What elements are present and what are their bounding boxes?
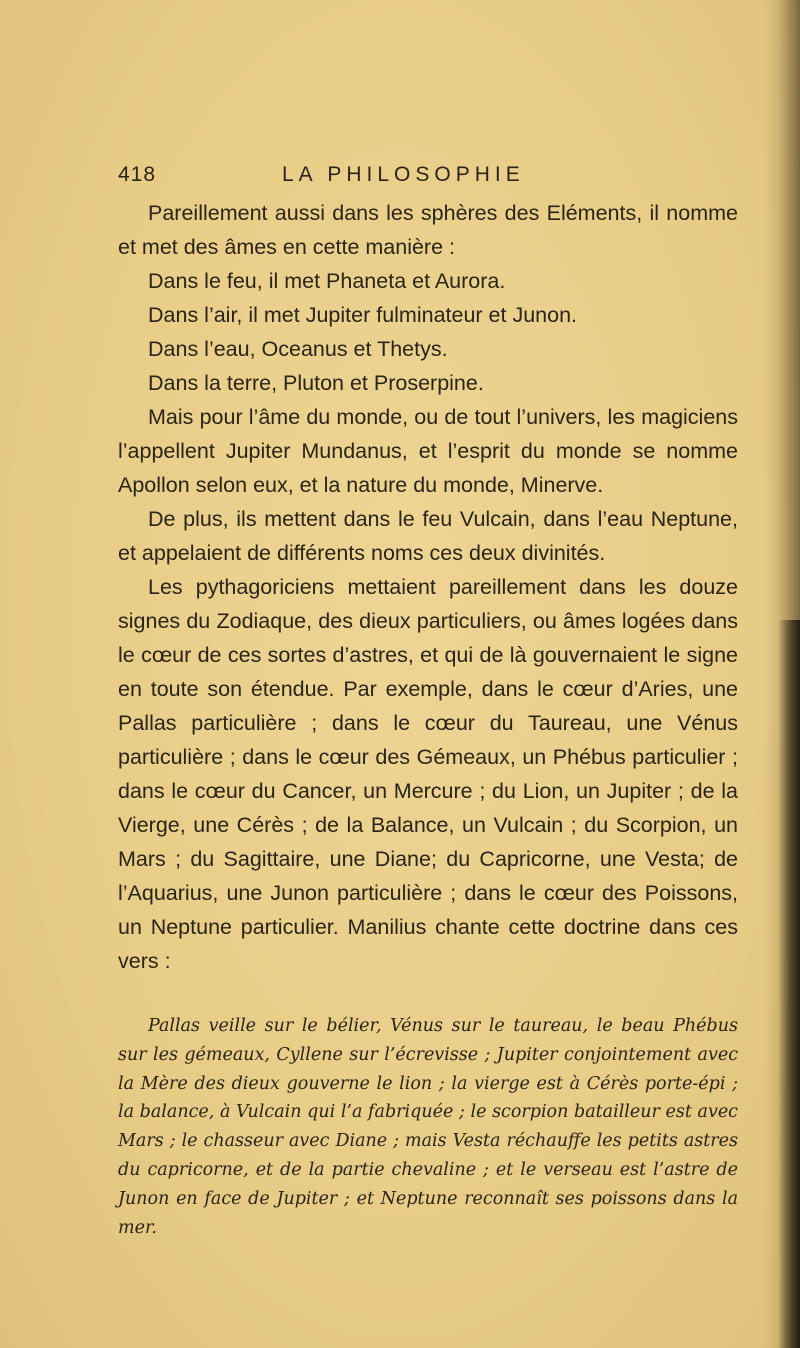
verse-quotation: Pallas veille sur le bélier, Vénus sur le taureau, le beau Phébus sur les gémeaux, Cyllene sur l’écrevisse ; Jupiter conjointement avec la Mère des dieux gouverne le lion ; la vierge est à Cérès porte-épi ; la balance, à Vulcain qui l’a fabriquée ; le scorpion batailleur est avec Mars ; le chasseur avec Diane ; mais Vesta réchauffe les petits astres du capricorne, et de la partie chevaline ; et le verseau est l’astre de Junon en face de Jupiter ; et Neptune reconnaît ses poissons dans la mer. (118, 1016, 738, 1238)
paragraph: Dans la terre, Pluton et Proserpine. (148, 371, 484, 395)
paragraph: Les pythagoriciens mettaient pareillement dans les douze signes du Zodiaque, des dieux particuliers, ou âmes logées dans le cœur de ces sortes d’astres, et qui de là gouvernaient le signe en toute son étendue. Par exemple, dans le cœur d’Aries, une Pallas particulière ; dans le cœur du Taureau, une Vénus particulière ; dans le cœur des Gémeaux, un Phébus particulier ; dans le cœur du Cancer, un Mercure ; du Lion, un Jupiter ; de la Vierge, une Cérès ; de la Balance, un Vulcain ; du Scorpion, un Mars ; du Sagittaire, une Diane; du Capricorne, une Vesta; de l’Aquarius, une Junon particulière ; dans le cœur des Poissons, un Neptune particulier. Manilius chante cette doctrine dans ces vers : (118, 575, 738, 973)
paragraph: Dans l’air, il met Jupiter fulminateur et Junon. (148, 303, 578, 327)
paragraph: Pareillement aussi dans les sphères des Eléments, il nomme et met des âmes en cette manière : (118, 201, 738, 259)
paragraph: De plus, ils mettent dans le feu Vulcain, dans l’eau Neptune, et appelaient de différents noms ces deux divinités. (118, 507, 738, 565)
paragraph: Mais pour l’âme du monde, ou de tout l’univers, les magiciens l’appellent Jupiter Mundanus, et l’esprit du monde se nomme Apollon selon eux, et la nature du monde, Minerve. (118, 405, 738, 497)
body-text (118, 196, 738, 978)
paragraph: Dans l’eau, Oceanus et Thetys. (148, 337, 448, 361)
page-header (118, 163, 738, 197)
page-edge-dark-shadow (778, 620, 800, 1348)
paragraph: Dans le feu, il met Phaneta et Aurora. (148, 269, 506, 293)
running-title: LA PHILOSOPHIE (282, 163, 525, 186)
page-number: 418 (118, 163, 157, 186)
